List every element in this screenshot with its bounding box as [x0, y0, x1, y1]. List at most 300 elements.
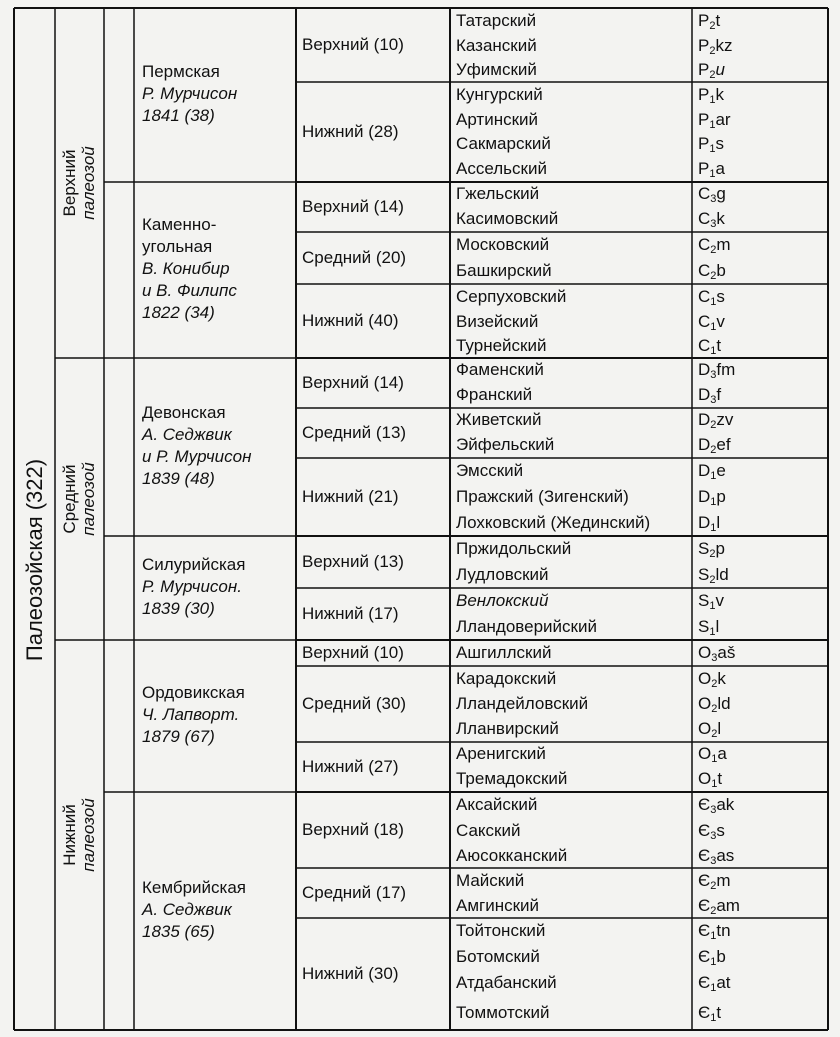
stage-index — [698, 461, 726, 481]
system-year-text: 1839 (30) — [142, 599, 215, 618]
division-label — [302, 604, 398, 624]
stage-label: Лландоверийский — [456, 617, 597, 636]
index-subscript: 1 — [709, 168, 716, 180]
stage-index — [698, 385, 721, 405]
index-subscript: 2 — [710, 444, 717, 456]
index-subscript: 2 — [710, 244, 717, 256]
system-year-text: 1822 (34) — [142, 303, 215, 322]
stage-index — [698, 134, 724, 154]
index-subscript: 3 — [710, 193, 717, 205]
division-name: Верхний (14) — [302, 197, 404, 216]
division-name: Верхний (10) — [302, 35, 404, 54]
stage-name — [456, 871, 524, 891]
stage-name — [456, 36, 537, 56]
stage-index — [698, 36, 732, 56]
stage-name — [456, 85, 543, 105]
stage-index — [698, 921, 731, 941]
system-name2-text: угольная — [142, 237, 213, 256]
index-suffix: ak — [716, 795, 735, 814]
stage-index — [698, 60, 725, 80]
subeon-label — [60, 138, 98, 228]
stage-name — [456, 184, 539, 204]
index-subscript: 2 — [709, 574, 716, 586]
system-year-text: 1879 (67) — [142, 727, 215, 746]
subeon-line2: палеозой — [79, 462, 98, 536]
stage-index — [698, 669, 726, 689]
stage-name — [456, 461, 523, 481]
stage-label: Казанский — [456, 36, 537, 55]
stage-label: Артинский — [456, 110, 539, 129]
system-author — [142, 259, 230, 279]
stage-index — [698, 360, 735, 380]
index-suffix: e — [716, 461, 726, 480]
stage-index — [698, 846, 734, 866]
system-author — [142, 900, 232, 920]
stage-name — [456, 795, 537, 815]
index-subscript: 1 — [710, 345, 717, 357]
stage-label: Уфимский — [456, 60, 537, 79]
index-letter: P — [698, 110, 710, 129]
system-year — [142, 106, 215, 126]
stage-label: Тремадокский — [456, 769, 568, 788]
division-label — [302, 423, 406, 443]
stage-label: Живетский — [456, 410, 542, 429]
index-subscript: 1 — [709, 119, 716, 131]
stage-index — [698, 235, 731, 255]
subeon-line2: палеозой — [79, 798, 98, 872]
index-suffix: am — [716, 896, 740, 915]
stage-label: Франский — [456, 385, 533, 404]
stage-index — [698, 336, 721, 356]
stage-label: Эмсский — [456, 461, 524, 480]
index-letter: D — [698, 435, 711, 454]
system-name2 — [142, 237, 212, 257]
stage-label: Ассельский — [456, 159, 547, 178]
index-suffix: v — [715, 591, 724, 610]
index-suffix: v — [716, 312, 725, 331]
stage-index — [698, 85, 724, 105]
index-letter: Є — [698, 795, 711, 814]
stage-name — [456, 973, 557, 993]
stage-label: Ботомский — [456, 947, 540, 966]
index-letter: Є — [698, 973, 711, 992]
index-suffix: m — [716, 871, 731, 890]
division-name: Верхний (14) — [302, 373, 404, 392]
system-name — [142, 683, 245, 703]
system-name-text: Каменно- — [142, 215, 217, 234]
index-suffix: g — [716, 184, 726, 203]
stage-index — [698, 591, 724, 611]
index-suffix: p — [716, 487, 726, 506]
division-name: Средний (17) — [302, 883, 407, 902]
system-year — [142, 727, 215, 747]
index-subscript: 1 — [710, 956, 717, 968]
division-label — [302, 694, 406, 714]
index-letter: Є — [698, 1003, 711, 1022]
stage-index — [698, 719, 721, 739]
subeon-label — [60, 454, 98, 544]
index-letter: D — [698, 410, 711, 429]
stage-label: Лландейловский — [456, 694, 589, 713]
stage-index — [698, 287, 725, 307]
index-subscript: 1 — [709, 143, 716, 155]
system-author-text: Р. Мурчисон — [142, 84, 238, 103]
index-letter: P — [698, 134, 710, 153]
index-letter: Є — [698, 821, 711, 840]
stage-index — [698, 795, 734, 815]
stage-name — [456, 694, 588, 714]
stage-index — [698, 209, 725, 229]
index-subscript: 1 — [709, 626, 716, 638]
stage-name — [456, 11, 536, 31]
stage-name — [456, 312, 538, 332]
system-author-text: А. Седжвик — [142, 900, 232, 919]
stage-name — [456, 719, 559, 739]
division-label — [302, 820, 404, 840]
system-name — [142, 878, 246, 898]
stage-index — [698, 410, 733, 430]
system-author — [142, 705, 239, 725]
stage-label: Атдабанский — [456, 973, 557, 992]
index-subscript: 2 — [709, 20, 716, 32]
system-name — [142, 62, 220, 82]
system-name — [142, 215, 216, 235]
stage-index — [698, 947, 726, 967]
subeon-line1: Средний — [60, 464, 79, 534]
stage-label: Гжельский — [456, 184, 540, 203]
stage-name — [456, 769, 567, 789]
index-letter: D — [698, 513, 711, 532]
system-name-text: Пермская — [142, 62, 220, 81]
system-name-text: Ордовикская — [142, 683, 245, 702]
stage-label: Эйфельский — [456, 435, 555, 454]
subeon-line1: Нижний — [60, 804, 79, 866]
stage-label: Майский — [456, 871, 525, 890]
stage-label: Пржидольский — [456, 539, 572, 558]
subeon-label — [60, 790, 98, 880]
stage-name — [456, 896, 539, 916]
stage-name — [456, 591, 548, 611]
stage-label: Серпуховский — [456, 287, 567, 306]
division-name: Средний (13) — [302, 423, 407, 442]
index-letter: C — [698, 336, 711, 355]
index-suffix: s — [716, 821, 725, 840]
stage-index — [698, 1003, 721, 1023]
stage-label: Пражский (Зигенский) — [456, 487, 629, 506]
index-suffix: t — [715, 11, 721, 30]
stage-index — [698, 643, 735, 663]
division-label — [302, 35, 404, 55]
division-label — [302, 373, 404, 393]
index-subscript: 1 — [711, 778, 718, 790]
index-letter: S — [698, 617, 710, 636]
index-letter: Є — [698, 846, 711, 865]
division-label — [302, 883, 406, 903]
system-year-text: 1841 (38) — [142, 106, 215, 125]
stage-label: Визейский — [456, 312, 539, 331]
index-letter: P — [698, 85, 710, 104]
index-suffix: f — [716, 385, 722, 404]
system-name-text: Девонская — [142, 403, 226, 422]
stage-label: Лудловский — [456, 565, 549, 584]
stage-index — [698, 487, 726, 507]
system-author-text: Ч. Лапворт. — [142, 705, 240, 724]
index-subscript: 1 — [710, 296, 717, 308]
index-suffix: zv — [716, 410, 734, 429]
stage-name — [456, 669, 556, 689]
index-suffix: t — [717, 769, 723, 788]
index-letter: S — [698, 591, 710, 610]
index-letter: D — [698, 360, 711, 379]
stage-label: Аренигский — [456, 744, 546, 763]
stage-name — [456, 60, 537, 80]
index-subscript: 2 — [711, 703, 718, 715]
index-subscript: 3 — [710, 394, 717, 406]
index-letter: P — [698, 11, 710, 30]
index-subscript: 3 — [710, 804, 717, 816]
index-letter: P — [698, 60, 710, 79]
system-author-text: В. Конибир — [142, 259, 230, 278]
stage-index — [698, 769, 722, 789]
system-year — [142, 922, 215, 942]
division-label — [302, 487, 398, 507]
index-letter: O — [698, 769, 712, 788]
index-subscript: 2 — [709, 45, 716, 57]
stage-label: Лохковский (Жединский) — [456, 513, 651, 532]
division-name: Нижний (40) — [302, 311, 399, 330]
stage-label: Аюсокканский — [456, 846, 568, 865]
index-suffix: s — [716, 287, 725, 306]
stage-index — [698, 184, 726, 204]
index-suffix: k — [715, 85, 724, 104]
stage-name — [456, 235, 549, 255]
stage-index — [698, 110, 731, 130]
index-suffix: ar — [715, 110, 731, 129]
index-subscript: 1 — [710, 982, 717, 994]
division-name: Нижний (17) — [302, 604, 399, 623]
stage-label: Башкирский — [456, 261, 552, 280]
index-subscript: 2 — [710, 905, 717, 917]
index-letter: D — [698, 487, 711, 506]
index-suffix: ef — [716, 435, 731, 454]
index-suffix: aš — [717, 643, 736, 662]
division-name: Средний (30) — [302, 694, 407, 713]
stage-label: Московский — [456, 235, 550, 254]
stage-name — [456, 539, 571, 559]
index-subscript: 1 — [710, 321, 717, 333]
division-name: Нижний (28) — [302, 122, 399, 141]
stage-index — [698, 435, 731, 455]
stage-label: Сакский — [456, 821, 521, 840]
index-subscript: 2 — [709, 69, 716, 81]
stage-label: Лланвирский — [456, 719, 559, 738]
index-suffix: fm — [716, 360, 736, 379]
stage-label: Кунгурский — [456, 85, 543, 104]
index-letter: Є — [698, 871, 711, 890]
stage-index — [698, 694, 731, 714]
stage-name — [456, 287, 566, 307]
index-suffix: l — [717, 719, 722, 738]
index-letter: C — [698, 312, 711, 331]
division-label — [302, 757, 398, 777]
system-author2-text: и В. Филипс — [142, 281, 237, 300]
stage-name — [456, 921, 545, 941]
index-letter: S — [698, 539, 710, 558]
index-subscript: 2 — [709, 548, 716, 560]
index-letter: C — [698, 235, 711, 254]
index-suffix: a — [717, 744, 727, 763]
index-subscript: 1 — [711, 753, 718, 765]
index-suffix: tn — [716, 921, 731, 940]
index-letter: D — [698, 385, 711, 404]
stage-name — [456, 134, 551, 154]
index-letter: Є — [698, 896, 711, 915]
stage-label: Венлокский — [456, 591, 549, 610]
division-name: Верхний (10) — [302, 643, 404, 662]
division-label — [302, 122, 398, 142]
stage-label: Турнейский — [456, 336, 547, 355]
stage-label: Тойтонский — [456, 921, 546, 940]
stage-index — [698, 896, 740, 916]
stage-name — [456, 487, 629, 507]
stage-name — [456, 435, 554, 455]
stage-name — [456, 846, 567, 866]
index-letter: D — [698, 461, 711, 480]
index-subscript: 1 — [709, 94, 716, 106]
stage-label: Сакмарский — [456, 134, 551, 153]
index-subscript: 2 — [710, 419, 717, 431]
subeon-line1: Верхний — [60, 149, 79, 217]
index-suffix: t — [716, 1003, 722, 1022]
division-name: Верхний (18) — [302, 820, 404, 839]
subeon-line2: палеозой — [79, 146, 98, 220]
stage-name — [456, 410, 541, 430]
index-letter: Є — [698, 921, 711, 940]
index-suffix: l — [715, 617, 720, 636]
division-name: Верхний (13) — [302, 552, 404, 571]
index-suffix: b — [716, 261, 726, 280]
stage-name — [456, 360, 544, 380]
index-subscript: 3 — [710, 218, 717, 230]
index-subscript: 1 — [710, 496, 717, 508]
division-label — [302, 552, 404, 572]
system-author2 — [142, 281, 237, 301]
index-suffix: at — [716, 973, 731, 992]
division-name: Средний (20) — [302, 248, 407, 267]
index-suffix: a — [715, 159, 725, 178]
stage-label: Касимовский — [456, 209, 559, 228]
stage-name — [456, 513, 650, 533]
index-suffix: k — [717, 669, 726, 688]
index-letter: Є — [698, 947, 711, 966]
index-letter: O — [698, 719, 712, 738]
stage-name — [456, 110, 538, 130]
division-name: Нижний (27) — [302, 757, 399, 776]
era-label: Палеозойская (322) — [22, 458, 47, 662]
system-name-text: Кембрийская — [142, 878, 247, 897]
index-subscript: 2 — [710, 270, 717, 282]
index-suffix: ld — [717, 694, 731, 713]
index-letter: O — [698, 669, 712, 688]
stage-name — [456, 617, 597, 637]
index-suffix: kz — [715, 36, 733, 55]
division-name: Нижний (21) — [302, 487, 399, 506]
stage-label: Аксайский — [456, 795, 538, 814]
system-author — [142, 425, 232, 445]
stage-index — [698, 973, 731, 993]
stage-index — [698, 159, 725, 179]
index-suffix: t — [716, 336, 722, 355]
system-author — [142, 84, 237, 104]
stage-index — [698, 513, 720, 533]
system-year-text: 1839 (48) — [142, 469, 215, 488]
stage-label: Ашгиллский — [456, 643, 552, 662]
stage-index — [698, 744, 727, 764]
system-author-text: Р. Мурчисон. — [142, 577, 242, 596]
index-suffix: ld — [715, 565, 729, 584]
stage-label: Карадокский — [456, 669, 557, 688]
index-subscript: 1 — [710, 522, 717, 534]
division-label — [302, 964, 398, 984]
stage-name — [456, 821, 520, 841]
index-letter: C — [698, 184, 711, 203]
stage-index — [698, 565, 729, 585]
system-name-text: Силурийская — [142, 555, 246, 574]
stage-name — [456, 159, 547, 179]
system-year — [142, 469, 215, 489]
index-subscript: 3 — [710, 855, 717, 867]
stage-name — [456, 209, 558, 229]
stage-name — [456, 947, 540, 967]
system-year — [142, 303, 215, 323]
division-label — [302, 197, 404, 217]
system-year — [142, 599, 215, 619]
index-subscript: 1 — [710, 1012, 717, 1024]
system-name — [142, 555, 245, 575]
index-letter: O — [698, 744, 712, 763]
index-suffix: p — [715, 539, 725, 558]
division-name: Нижний (30) — [302, 964, 399, 983]
stage-name — [456, 261, 552, 281]
stage-label: Амгинский — [456, 896, 540, 915]
stage-index — [698, 871, 731, 891]
index-letter: C — [698, 287, 711, 306]
index-letter: C — [698, 261, 711, 280]
index-subscript: 2 — [710, 880, 717, 892]
system-year-text: 1835 (65) — [142, 922, 215, 941]
stage-name — [456, 336, 546, 356]
division-label — [302, 311, 398, 331]
index-suffix: m — [716, 235, 731, 254]
index-suffix: b — [716, 947, 726, 966]
stage-index — [698, 821, 725, 841]
system-author2 — [142, 447, 251, 467]
stage-name — [456, 565, 549, 585]
stage-name — [456, 1003, 550, 1023]
system-author-text: А. Седжвик — [142, 425, 232, 444]
division-label — [302, 643, 404, 663]
system-author2-text: и Р. Мурчисон — [142, 447, 252, 466]
index-subscript: 3 — [711, 652, 718, 664]
index-suffix: l — [716, 513, 721, 532]
stage-index — [698, 11, 720, 31]
system-name — [142, 403, 226, 423]
index-letter: O — [698, 643, 712, 662]
stage-name — [456, 385, 532, 405]
index-subscript: 3 — [710, 830, 717, 842]
index-subscript: 1 — [710, 470, 717, 482]
index-subscript: 2 — [711, 678, 718, 690]
